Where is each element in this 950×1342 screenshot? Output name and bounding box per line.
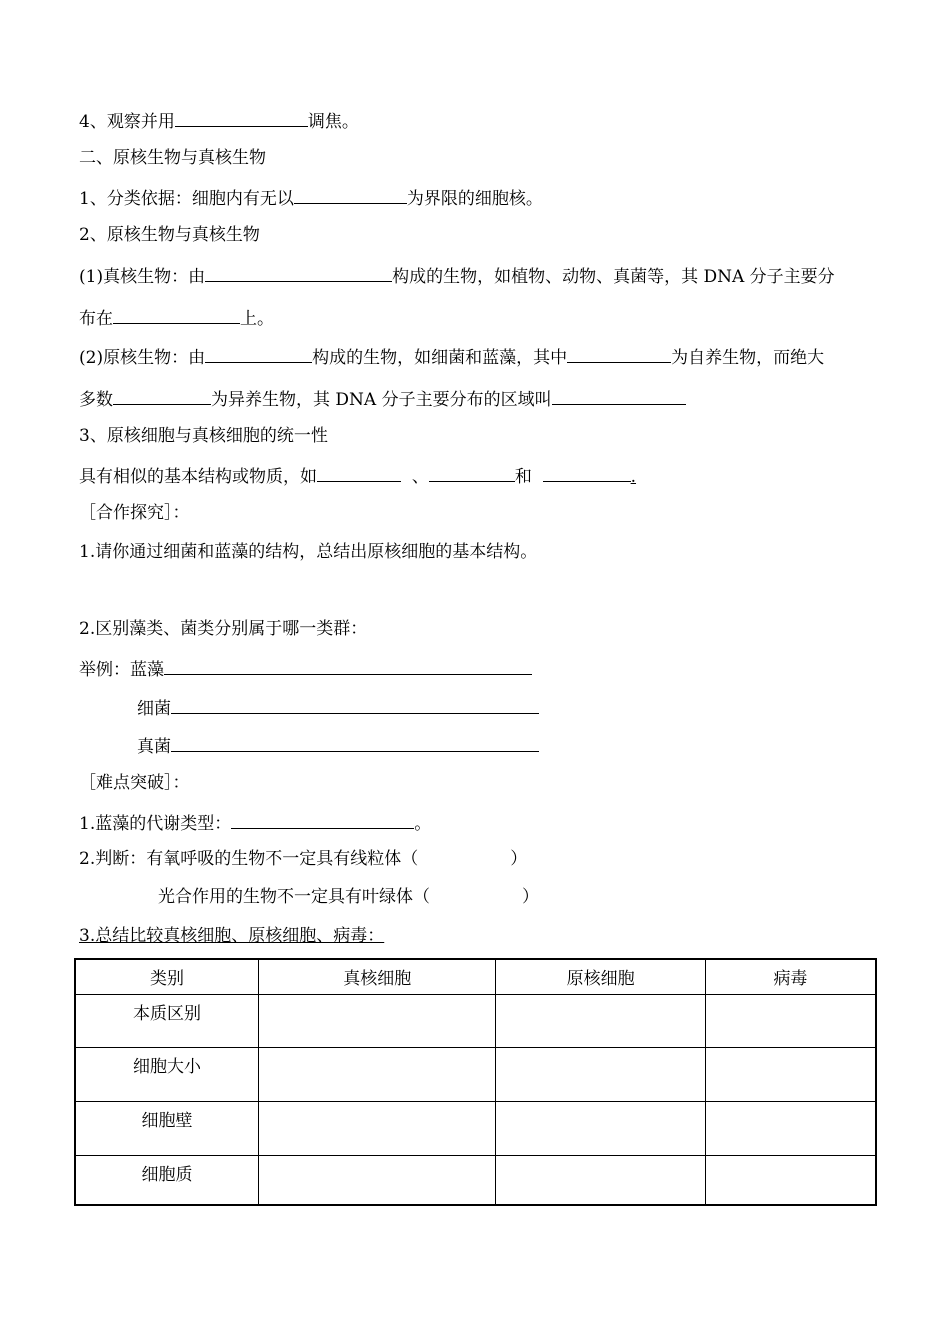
question-1: 1.请你通过细菌和蓝藻的结构，总结出原核细胞的基本结构。 xyxy=(79,542,538,562)
header-category: 类别 xyxy=(75,959,259,994)
question-2: 2.区别藻类、菌类分别属于哪一类群： xyxy=(79,619,368,639)
example-fungi: 真菌 xyxy=(137,733,539,758)
line-classification: 1、分类依据：细胞内有无以 为界限的细胞核。 xyxy=(79,185,543,210)
table-cell[interactable] xyxy=(496,1155,705,1205)
table-cell[interactable] xyxy=(496,1101,705,1155)
table-row xyxy=(75,1047,876,1101)
difficulty-2: 2.判断：有氧呼吸的生物不一定具有线粒体（ ） xyxy=(79,849,528,869)
section-heading-2: 二、原核生物与真核生物 xyxy=(79,148,266,168)
table-cell[interactable] xyxy=(259,1101,496,1155)
table-header-row xyxy=(75,959,876,994)
blank-structure-1[interactable] xyxy=(317,463,401,482)
table-cell[interactable] xyxy=(496,1047,705,1101)
table-row xyxy=(75,1101,876,1155)
table-row xyxy=(75,1155,876,1205)
line-eukaryote: (1)真核生物：由 构成的生物，如植物、动物、真菌等，其 DNA 分子主要分 xyxy=(79,263,835,288)
line-unity: 具有相似的基本结构或物质，如 、 和 . xyxy=(79,463,636,488)
heading-difficulty: ［难点突破］： xyxy=(79,773,190,793)
example-bacteria: 细菌 xyxy=(137,695,539,720)
table-cell[interactable] xyxy=(705,1047,876,1101)
blank-structure-3[interactable] xyxy=(543,463,631,482)
row-label: 细胞大小 xyxy=(75,1047,259,1101)
table-cell[interactable] xyxy=(259,1155,496,1205)
blank-heterotroph[interactable] xyxy=(113,386,211,405)
table-cell[interactable] xyxy=(705,1101,876,1155)
header-virus: 病毒 xyxy=(705,959,876,994)
blank-autotroph[interactable] xyxy=(567,344,671,363)
difficulty-1: 1.蓝藻的代谢类型： 。 xyxy=(79,810,431,835)
blank-fungi[interactable] xyxy=(171,733,539,752)
blank-bacteria[interactable] xyxy=(171,695,539,714)
difficulty-2b: 光合作用的生物不一定具有叶绿体（ ） xyxy=(158,887,539,907)
blank-structure-2[interactable] xyxy=(429,463,515,482)
blank-boundary[interactable] xyxy=(294,185,407,204)
example-cyanobacteria: 举例：蓝藻 xyxy=(79,656,532,681)
line-eukaryote-dna: 布在 上。 xyxy=(79,305,274,330)
table-cell[interactable] xyxy=(259,994,496,1047)
blank-metabolism[interactable] xyxy=(231,810,414,829)
blank-eukaryote-composition[interactable] xyxy=(205,263,392,282)
header-eukaryotic: 真核细胞 xyxy=(259,959,496,994)
subheading-3: 3、原核细胞与真核细胞的统一性 xyxy=(79,426,328,446)
comparison-table xyxy=(74,958,877,1206)
row-label: 细胞质 xyxy=(75,1155,259,1205)
line-heterotroph: 多数 为异养生物，其 DNA 分子主要分布的区域叫 xyxy=(79,386,686,411)
row-label: 细胞壁 xyxy=(75,1101,259,1155)
blank-prokaryote-composition[interactable] xyxy=(205,344,312,363)
difficulty-3: 3.总结比较真核细胞、原核细胞、病毒： xyxy=(79,926,385,946)
heading-cooperative: ［合作探究］： xyxy=(79,503,190,523)
blank-cyanobacteria[interactable] xyxy=(164,656,532,675)
line-observe: 4、观察并用 调焦。 xyxy=(79,108,359,133)
table-row xyxy=(75,994,876,1047)
table-cell[interactable] xyxy=(705,1155,876,1205)
table-cell[interactable] xyxy=(259,1047,496,1101)
header-prokaryotic: 原核细胞 xyxy=(496,959,705,994)
table-cell[interactable] xyxy=(705,994,876,1047)
blank-nucleoid[interactable] xyxy=(552,386,686,405)
blank-focus[interactable] xyxy=(175,108,308,127)
subheading-2: 2、原核生物与真核生物 xyxy=(79,225,260,245)
line-prokaryote: (2)原核生物：由 构成的生物，如细菌和蓝藻，其中 为自养生物，而绝大 xyxy=(79,344,824,369)
row-label: 本质区别 xyxy=(75,994,259,1047)
table-cell[interactable] xyxy=(496,994,705,1047)
blank-dna-location[interactable] xyxy=(113,305,240,324)
